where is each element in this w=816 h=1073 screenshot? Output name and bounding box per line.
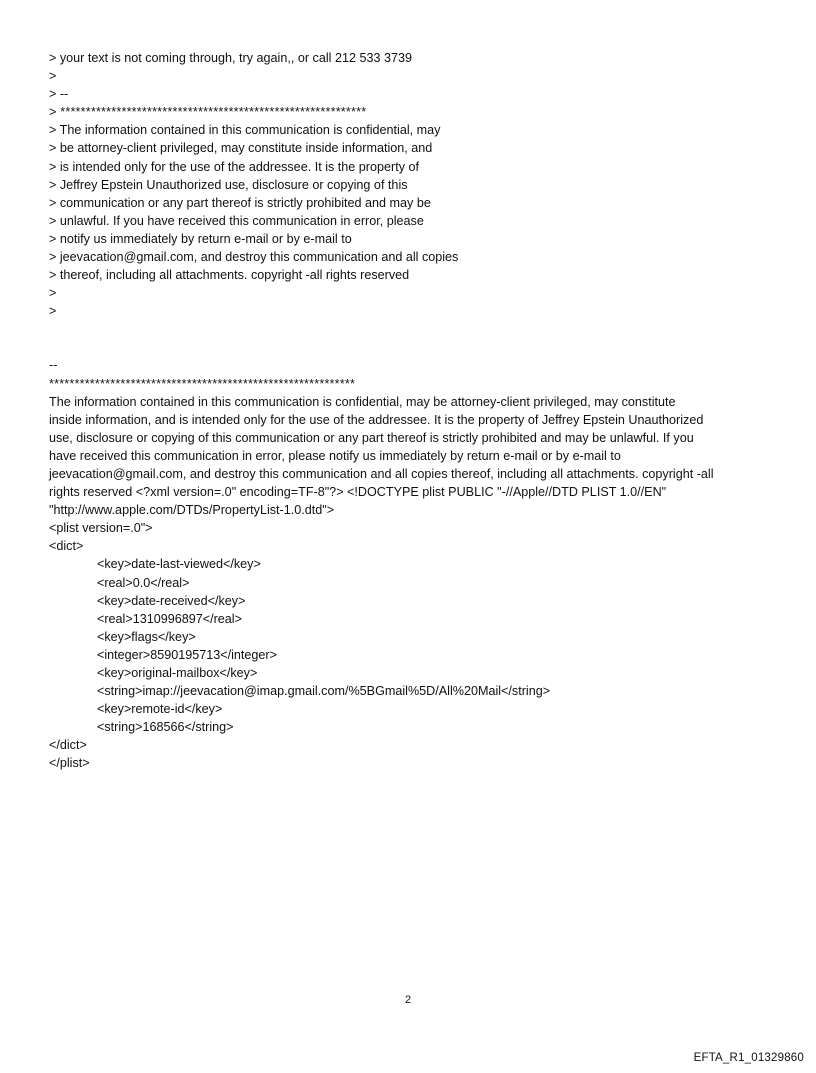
quoted-line: > --	[49, 87, 69, 102]
disclaimer-line: The information contained in this communication is confidential, may be attorney-client privileged, may constitute	[49, 394, 676, 409]
quoted-line: > be attorney-client privileged, may constitute inside information, and	[49, 141, 433, 156]
plist-entry: <key>flags</key>	[97, 629, 196, 644]
plist-entry: <string>168566</string>	[97, 720, 234, 735]
quoted-line: > is intended only for the use of the addressee. It is the property of	[49, 159, 419, 174]
plist-entry: <real>1310996897</real>	[97, 611, 242, 626]
dict-open: <dict>	[49, 539, 84, 554]
quoted-line: >	[49, 69, 57, 84]
spacer	[49, 320, 779, 356]
quoted-line: > The information contained in this communication is confidential, may	[49, 123, 441, 138]
disclaimer-line: rights reserved <?xml version=.0" encoding=TF-8"?> <!DOCTYPE plist PUBLIC "-//Apple//DTD PLIST 1.0//EN"	[49, 485, 667, 500]
quoted-line: > notify us immediately by return e-mail or by e-mail to	[49, 231, 352, 246]
signature-stars: ************************************************************	[49, 376, 356, 391]
quoted-line: > thereof, including all attachments. copyright -all rights reserved	[49, 268, 410, 283]
plist-entry: <integer>8590195713</integer>	[97, 647, 277, 662]
plist-close: </plist>	[49, 756, 90, 771]
disclaimer-line: inside information, and is intended only for the use of the addressee. It is the property of Jeffrey Epstein Unauthorized	[49, 412, 704, 427]
plist-block	[49, 519, 779, 772]
quoted-line: >	[49, 286, 57, 301]
quoted-line: >	[49, 304, 57, 319]
page-number: 2	[404, 994, 412, 1006]
document-page	[49, 49, 779, 773]
plist-entry: <string>imap://jeevacation@imap.gmail.com/%5BGmail%5D/All%20Mail</string>	[97, 684, 551, 699]
plist-open: <plist version=.0">	[49, 521, 153, 536]
quoted-line: > communication or any part thereof is strictly prohibited and may be	[49, 195, 431, 210]
signature-dashes: --	[49, 358, 58, 373]
plist-entry: <key>original-mailbox</key>	[97, 666, 258, 680]
dict-close: </dict>	[49, 738, 87, 753]
document-id-stamp: EFTA_R1_01329860	[693, 1052, 804, 1064]
plist-entry: <key>date-last-viewed</key>	[97, 557, 261, 572]
quoted-reply-block	[49, 49, 779, 320]
disclaimer-line: have received this communication in error, please notify us immediately by return e-mail or by e-mail to	[49, 448, 621, 463]
disclaimer-line: jeevacation@gmail.com, and destroy this communication and all copies thereof, including all attachments. copyright -all	[49, 466, 714, 481]
plist-entry: <real>0.0</real>	[97, 575, 190, 590]
quoted-line: > Jeffrey Epstein Unauthorized use, disclosure or copying of this	[49, 177, 408, 192]
quoted-line: > your text is not coming through, try again,, or call 212 533 3739	[49, 51, 412, 65]
quoted-line: > unlawful. If you have received this communication in error, please	[49, 213, 424, 228]
plist-entry: <key>date-received</key>	[97, 593, 246, 608]
signature-block	[49, 356, 779, 519]
plist-entry: <key>remote-id</key>	[97, 702, 223, 717]
disclaimer-line: use, disclosure or copying of this communication or any part thereof is strictly prohibited and may be unlawful. If you	[49, 430, 694, 445]
disclaimer-line: "http://www.apple.com/DTDs/PropertyList-1.0.dtd">	[49, 503, 335, 518]
quoted-line: > ************************************************************	[49, 105, 367, 120]
quoted-line: > jeevacation@gmail.com, and destroy this communication and all copies	[49, 250, 459, 265]
